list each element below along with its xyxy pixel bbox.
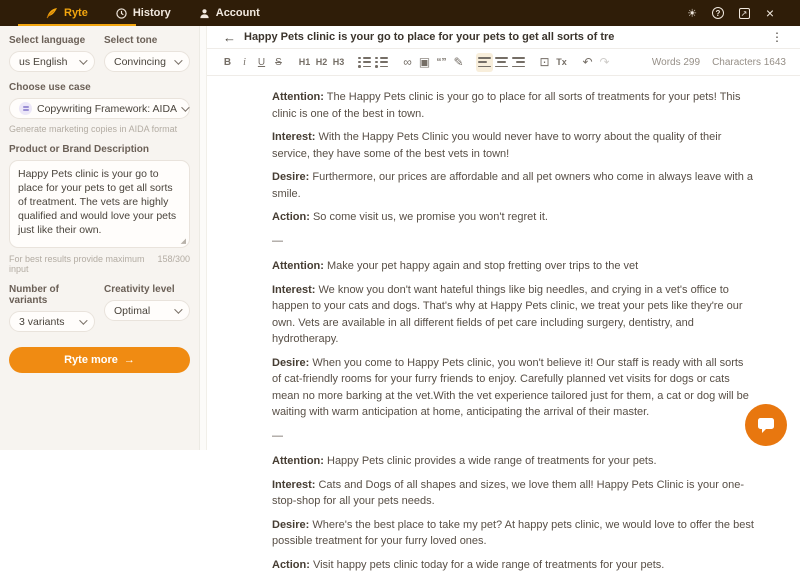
document-header xyxy=(207,26,800,49)
paragraph-lead: Attention: xyxy=(272,260,324,272)
variant-separator: — xyxy=(272,234,283,247)
image-button[interactable] xyxy=(416,53,433,72)
variant-separator: — xyxy=(272,429,283,442)
chat-bubble-icon xyxy=(756,416,776,434)
use-case-icon xyxy=(19,102,32,115)
ordered-list-icon xyxy=(375,57,388,67)
paragraph-lead: Attention: xyxy=(272,455,324,467)
top-bar xyxy=(0,0,800,26)
ryte-more-label: Ryte more xyxy=(64,354,118,366)
bullet-list-icon xyxy=(358,57,371,67)
language-select[interactable] xyxy=(9,51,95,72)
theme-toggle-icon[interactable]: ☀ xyxy=(687,7,697,20)
creativity-value: Optimal xyxy=(114,304,151,317)
chevron-down-icon xyxy=(174,56,182,64)
tab-history[interactable] xyxy=(102,0,185,26)
paragraph-lead: Desire: xyxy=(272,518,310,531)
heading-2-icon: H2 xyxy=(315,57,328,67)
copy-paragraph: Attention: Happy Pets clinic provides a wide range of treatments for your pets. xyxy=(272,455,657,467)
align-center-icon xyxy=(495,57,508,67)
topbar-actions xyxy=(684,0,800,26)
align-left-button[interactable] xyxy=(476,53,493,72)
use-case-select[interactable] xyxy=(9,98,190,119)
align-left-icon xyxy=(478,57,491,67)
clear-highlight-button[interactable] xyxy=(536,53,553,72)
chevron-down-icon xyxy=(79,56,87,64)
tab-account-label: Account xyxy=(215,7,260,19)
variants-label: Number of variants xyxy=(9,284,59,306)
variants-select[interactable] xyxy=(9,311,95,332)
tab-account[interactable] xyxy=(185,0,274,26)
underline-button[interactable] xyxy=(253,53,270,72)
editor[interactable] xyxy=(207,76,800,580)
person-icon xyxy=(199,8,210,19)
italic-icon: i xyxy=(243,56,246,68)
description-input[interactable] xyxy=(9,160,190,248)
tab-history-label: History xyxy=(132,7,171,19)
language-value: us English xyxy=(19,55,68,68)
paragraph-lead: Action: xyxy=(272,558,310,571)
copy-paragraph: Attention: Make your pet happy again and stop fretting over trips to the vet xyxy=(272,260,639,272)
chevron-down-icon xyxy=(174,305,182,313)
toolbar-buttons xyxy=(219,53,652,72)
tone-select[interactable] xyxy=(104,51,190,72)
link-button[interactable] xyxy=(399,53,416,72)
paragraph-lead: Action: xyxy=(272,211,310,223)
back-button[interactable]: ← xyxy=(223,29,236,45)
align-right-icon xyxy=(512,57,525,67)
topbar-spacer xyxy=(274,0,684,26)
resize-handle-icon[interactable]: ◢ xyxy=(180,238,186,245)
sidebar xyxy=(0,26,200,450)
paragraph-lead: Interest: xyxy=(272,131,316,143)
variants-value: 3 variants xyxy=(19,315,65,328)
copy-paragraph: Action: Visit happy pets clinic today for a wide range of treatments for your pets. xyxy=(272,558,665,571)
word-count: Words 299 xyxy=(651,56,701,68)
quote-icon: “” xyxy=(436,56,447,68)
heading-1-button[interactable] xyxy=(296,53,313,72)
use-case-hint: Generate marketing copies in AIDA format xyxy=(9,124,178,134)
highlight-pen-icon: ✎ xyxy=(453,55,464,69)
strikethrough-icon: S xyxy=(275,56,282,68)
tab-ryte-label: Ryte xyxy=(64,7,88,19)
tone-label: Select tone xyxy=(104,35,158,46)
italic-button[interactable] xyxy=(236,53,253,72)
tab-ryte[interactable] xyxy=(32,0,102,26)
copy-paragraph: Attention: The Happy Pets clinic is your go to place for all sorts of treatments for your pets! This clinic is one of the best in town. xyxy=(272,91,741,120)
copy-paragraph: Desire: When you come to Happy Pets clinic, you won't believe it! Our staff is ready with all sorts of cat-friendly rooms for your furry friends to enjoy. Carefully planned vet visits for dogs or cats mean no more barking at the vet.With the vet experience tailored just for them, a cat or dog will be waiting with warm anticipation at home, anticipating the arrival of their master. xyxy=(272,356,749,418)
align-center-button[interactable] xyxy=(493,53,510,72)
copy-paragraph: Interest: We know you don't want hateful things like big needles, and crying in a vet's office to happen to your cats and dogs. That's why at Happy Pets clinic, we treat your pets like they're our own. Vets are available in all different fields of pet care including surgery, dentistry, and hydrotherapy. xyxy=(272,283,743,345)
image-icon: ▣ xyxy=(418,55,431,69)
char-counter: 158/300 xyxy=(157,254,190,264)
chat-widget-button[interactable] xyxy=(745,404,787,446)
copy-paragraph: Interest: With the Happy Pets Clinic you would never have to worry about the quality of their service, they have some of the best vets in town! xyxy=(272,131,722,160)
format-toolbar xyxy=(207,49,800,76)
chevron-down-icon xyxy=(181,103,189,111)
paragraph-lead: Desire: xyxy=(272,171,310,183)
paragraph-lead: Interest: xyxy=(272,478,316,491)
underline-icon: U xyxy=(257,56,266,68)
paragraph-lead: Attention: xyxy=(272,91,324,103)
use-case-value: Copywriting Framework: AIDA xyxy=(37,102,178,115)
copy-paragraph: Desire: Where's the best place to take my pet? At happy pets clinic, we would love to offer the best possible treatment for your furry loved ones. xyxy=(272,518,754,547)
copy-paragraph: Action: So come visit us, we promise you won't regret it. xyxy=(272,211,548,223)
ryte-more-button[interactable] xyxy=(9,347,190,373)
help-icon[interactable]: ? xyxy=(710,5,726,21)
description-hint: For best results provide maximum input xyxy=(9,254,145,274)
language-label: Select language xyxy=(9,35,86,46)
quote-button[interactable] xyxy=(433,53,450,72)
bold-icon: B xyxy=(223,56,232,68)
heading-3-button[interactable] xyxy=(330,53,347,72)
main-content xyxy=(207,26,800,571)
clear-format-button[interactable] xyxy=(553,53,570,72)
copy-paragraph: Interest: Cats and Dogs of all shapes and sizes, we love them all! Happy Pets Clinic is your one-stop-shop for all your pets needs. xyxy=(272,478,745,507)
open-external-icon[interactable]: ↗ xyxy=(736,5,752,21)
paragraph-lead: Desire: xyxy=(272,356,310,369)
paragraph-lead: Interest: xyxy=(272,283,316,296)
clear-highlight-icon: ⊡ xyxy=(539,55,550,69)
tone-value: Convincing xyxy=(114,55,166,68)
description-label: Product or Brand Description xyxy=(9,144,150,155)
heading-2-button[interactable] xyxy=(313,53,330,72)
pen-logo-icon xyxy=(46,7,58,19)
link-icon: ∞ xyxy=(403,55,412,69)
character-count: Characters 1643 xyxy=(712,56,786,68)
strikethrough-button[interactable] xyxy=(270,53,287,72)
creativity-select[interactable] xyxy=(104,300,190,321)
creativity-label: Creativity level xyxy=(104,284,175,295)
highlight-pen-button[interactable] xyxy=(450,53,467,72)
bold-button[interactable] xyxy=(219,53,236,72)
use-case-label: Choose use case xyxy=(9,82,91,93)
arrow-right-icon: → xyxy=(123,354,135,366)
redo-button[interactable] xyxy=(596,53,613,72)
ordered-list-button[interactable] xyxy=(373,53,390,72)
top-tabs xyxy=(0,0,274,26)
sidebar-scrollbar[interactable] xyxy=(200,26,207,450)
clear-format-icon: Tx xyxy=(556,57,567,67)
close-icon[interactable]: × xyxy=(765,5,775,21)
align-right-button[interactable] xyxy=(510,53,527,72)
chevron-down-icon xyxy=(79,316,87,324)
heading-1-icon: H1 xyxy=(298,57,311,67)
document-title: Happy Pets clinic is your go to place for your pets to get all sorts of tre xyxy=(244,31,615,43)
redo-icon: ↷ xyxy=(599,55,610,69)
kebab-menu-button[interactable]: ⋮ xyxy=(771,30,783,44)
undo-icon: ↶ xyxy=(582,55,593,69)
heading-3-icon: H3 xyxy=(332,57,345,67)
bullet-list-button[interactable] xyxy=(356,53,373,72)
copy-paragraph: Desire: Furthermore, our prices are affordable and all pet owners who come in always leave with a smile. xyxy=(272,171,753,200)
clock-icon xyxy=(116,8,127,19)
doc-stats xyxy=(652,57,786,68)
undo-button[interactable] xyxy=(579,53,596,72)
